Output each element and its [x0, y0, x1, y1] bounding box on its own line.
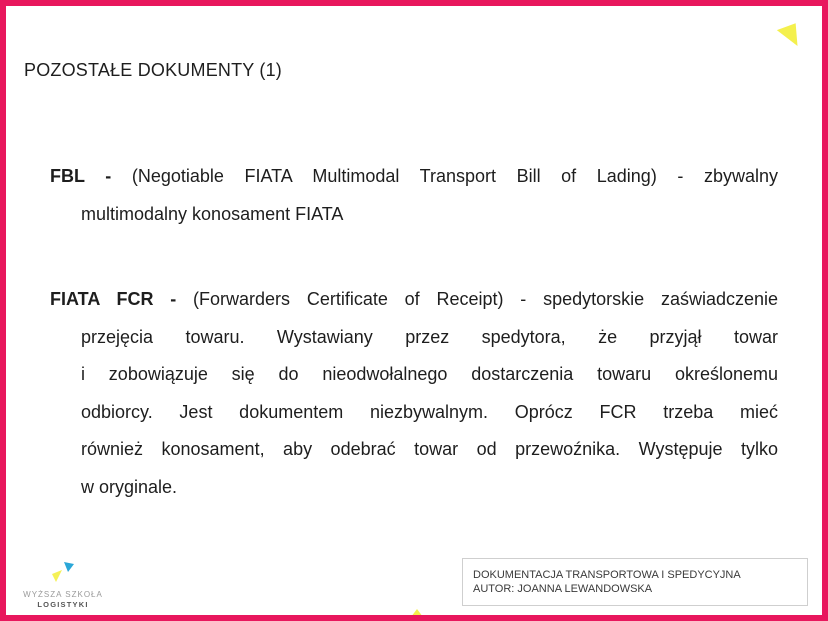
footer-course-title: DOKUMENTACJA TRANSPORTOWA I SPEDYCYJNA [473, 569, 741, 581]
item-text: (Negotiable FIATA Multimodal Transport Bill of Lading) - zbywalny [111, 166, 778, 186]
footer-box [462, 558, 808, 606]
document-item-fiata-fcr [50, 281, 778, 506]
decorative-triangle-top-right [777, 23, 803, 51]
item-line [50, 158, 778, 196]
item-line: multimodalny konosament FIATA [81, 203, 344, 224]
item-line: odbiorcy. Jest dokumentem niezbywalnym. Oprócz FCR trzeba mieć [81, 401, 778, 422]
item-line: również konosament, aby odebrać towar od przewoźnika. Występuje tylko [81, 439, 778, 459]
school-logo [18, 558, 108, 614]
item-text: (Forwarders Certificate of Receipt) - spedytorskie zaświadczenie [176, 289, 778, 309]
logo-mark-icon [34, 560, 74, 586]
item-term: FBL - [50, 166, 112, 186]
item-line: przejęcia towaru. Wystawiany przez spedytora, że przyjął towar [81, 326, 778, 347]
item-line: w oryginale. [81, 476, 178, 497]
logo-text-line2: LOGISTYKI [37, 600, 89, 609]
page-title: POZOSTAŁE DOKUMENTY (1) [24, 60, 282, 80]
document-item-fbl [50, 158, 778, 233]
logo-text-line1: WYŻSZA SZKOŁA [23, 590, 103, 599]
decorative-triangle-bottom [408, 609, 426, 621]
item-term: FIATA FCR - [50, 289, 177, 309]
footer-author: AUTOR: JOANNA LEWANDOWSKA [473, 583, 653, 595]
item-line [50, 281, 778, 319]
item-line: i zobowiązuje się do nieodwołalnego dostarczenia towaru określonemu [81, 364, 778, 384]
